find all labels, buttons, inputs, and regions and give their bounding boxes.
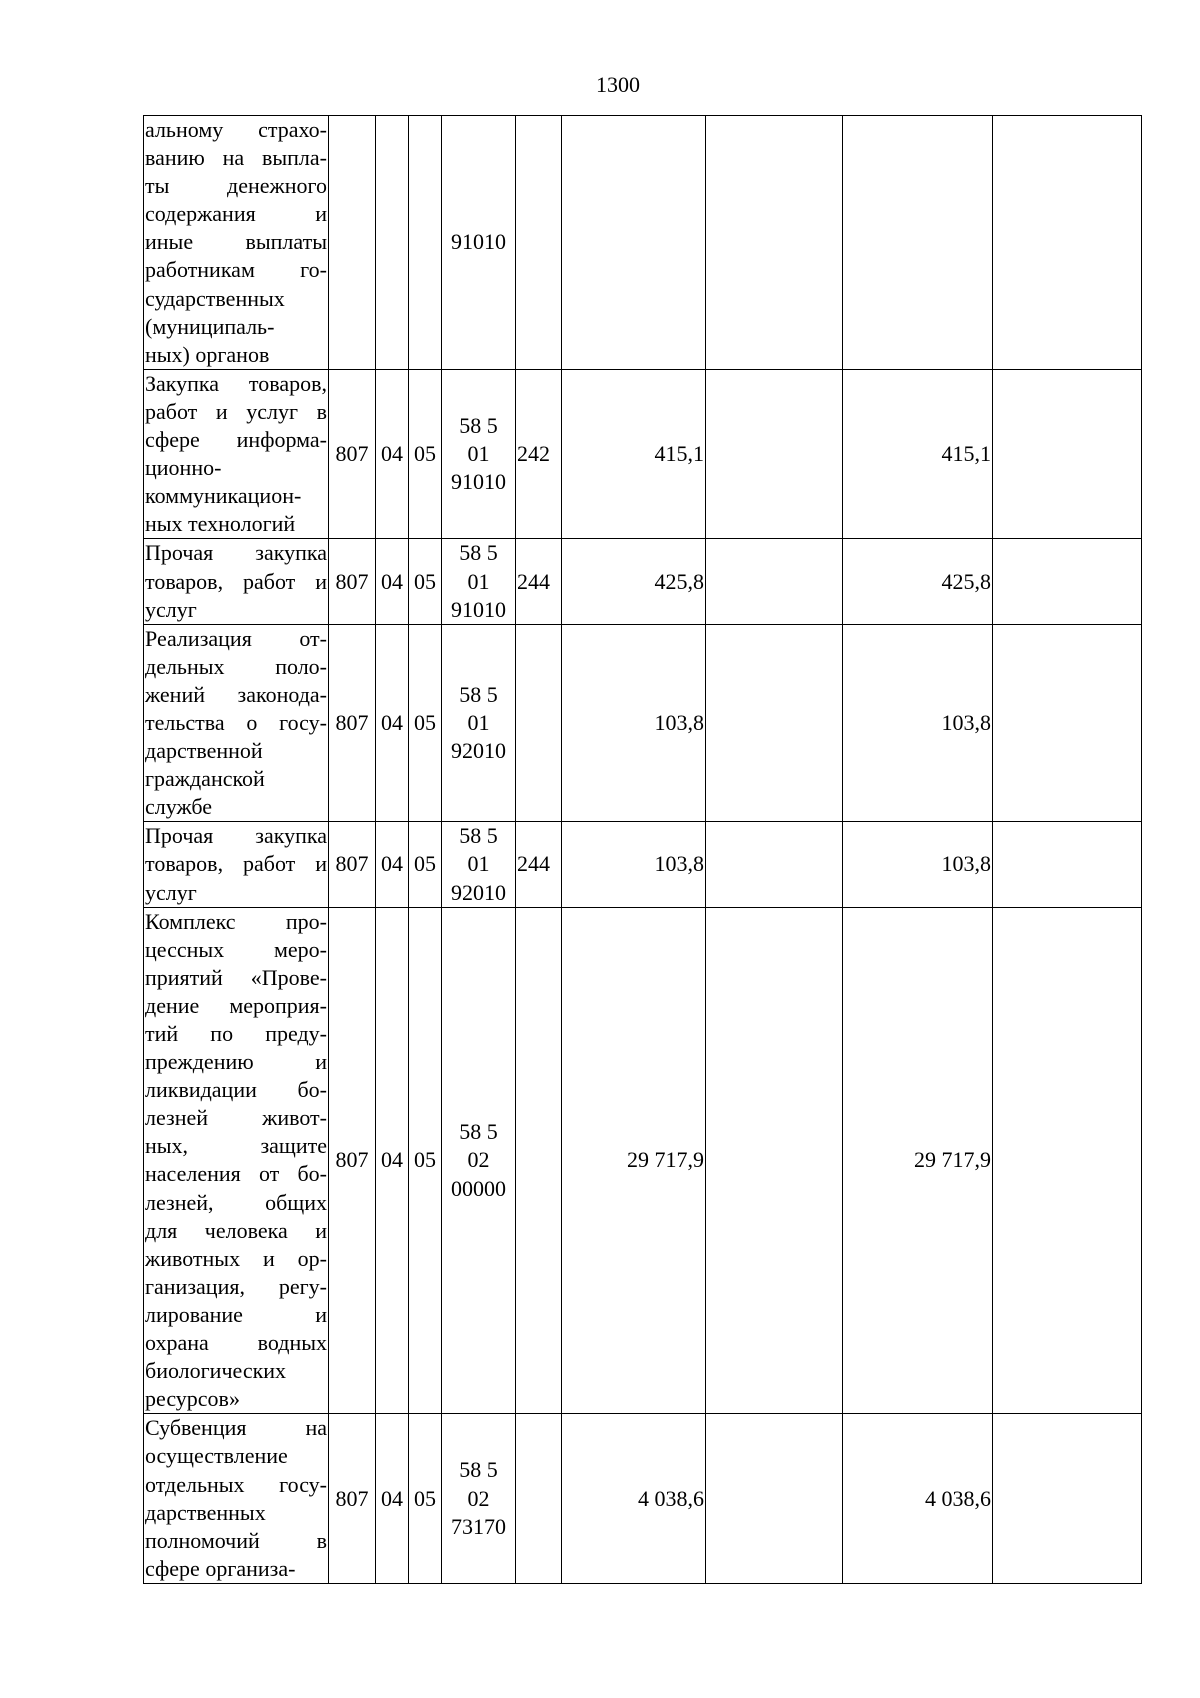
amount-year-2: 425,8: [843, 539, 993, 624]
table-row: [144, 822, 1142, 907]
ministry-code: 807: [329, 624, 376, 822]
description-line: ты денежного: [145, 173, 327, 199]
description-line: ционно-: [145, 455, 222, 481]
subsection-code: 05: [409, 624, 442, 822]
description-line: службе: [145, 794, 213, 820]
description-line: жений законода-: [145, 681, 327, 707]
description-line: сударственных: [145, 285, 285, 311]
amount-year-2: 4 038,6: [843, 1414, 993, 1584]
description-line: отдельных госу-: [145, 1471, 327, 1497]
expense-type-code: [516, 1414, 562, 1584]
subsection-code: 05: [409, 822, 442, 907]
target-item-code: 58 5 01 91010: [442, 539, 516, 624]
section-code: 04: [376, 539, 409, 624]
description-line: иные выплаты: [145, 229, 327, 255]
description-line: лирование и: [145, 1301, 327, 1327]
section-code: 04: [376, 907, 409, 1414]
table-row: [144, 1414, 1142, 1584]
description-line: ванию на выпла-: [145, 145, 327, 171]
target-item-code: 58 5 02 00000: [442, 907, 516, 1414]
ministry-code: [329, 116, 376, 370]
description-line: гражданской: [145, 766, 265, 792]
target-item-code: 91010: [442, 116, 516, 370]
description-line: ганизация, регу-: [145, 1273, 327, 1299]
description-line: альному страхо-: [145, 117, 327, 142]
amount-year-2: 415,1: [843, 369, 993, 539]
ministry-code: 807: [329, 822, 376, 907]
description-line: товаров, работ и: [145, 851, 327, 877]
amount-year-2-federal: [993, 369, 1142, 539]
description-line: ных, защите: [145, 1133, 327, 1159]
subsection-code: 05: [409, 369, 442, 539]
table-row: [144, 907, 1142, 1414]
amount-year-1: 29 717,9: [562, 907, 706, 1414]
description-line: тельства о госу-: [145, 709, 327, 735]
description-line: Прочая закупка: [145, 540, 327, 566]
description-line: осуществление: [145, 1443, 288, 1469]
budget-table: [143, 115, 1142, 1584]
expense-type-code: [516, 907, 562, 1414]
description-line: содержания и: [145, 201, 327, 227]
expense-type-code: 244: [516, 539, 562, 624]
target-item-code: 58 5 02 73170: [442, 1414, 516, 1584]
row-description: [144, 369, 329, 539]
description-line: (муниципаль-: [145, 313, 275, 339]
description-line: цессных меро-: [145, 936, 327, 962]
expense-type-code: 242: [516, 369, 562, 539]
table-row: [144, 624, 1142, 822]
description-line: ликвидации бо-: [145, 1077, 327, 1103]
amount-year-1: 103,8: [562, 624, 706, 822]
section-code: 04: [376, 1414, 409, 1584]
page-number: 1300: [596, 72, 640, 97]
section-code: [376, 116, 409, 370]
description-line: Комплекс про-: [145, 908, 327, 934]
amount-year-2: [843, 116, 993, 370]
description-line: охрана водных: [145, 1330, 327, 1356]
amount-year-1-federal: [706, 822, 843, 907]
description-line: коммуникацион-: [145, 483, 302, 509]
amount-year-2-federal: [993, 624, 1142, 822]
ministry-code: 807: [329, 1414, 376, 1584]
table-row: [144, 539, 1142, 624]
amount-year-1-federal: [706, 907, 843, 1414]
description-line: биологических: [145, 1358, 287, 1384]
amount-year-1: [562, 116, 706, 370]
section-code: 04: [376, 624, 409, 822]
amount-year-2: 103,8: [843, 822, 993, 907]
description-line: дение мероприя-: [145, 992, 327, 1018]
row-description: [144, 1414, 329, 1584]
description-line: Реализация от-: [145, 625, 327, 651]
row-description: [144, 822, 329, 907]
description-line: работникам го-: [145, 257, 327, 283]
amount-year-1-federal: [706, 116, 843, 370]
description-line: лезней живот-: [145, 1105, 327, 1131]
description-line: Закупка товаров,: [145, 370, 327, 396]
amount-year-1-federal: [706, 539, 843, 624]
amount-year-1-federal: [706, 369, 843, 539]
amount-year-2-federal: [993, 822, 1142, 907]
description-line: для человека и: [145, 1217, 327, 1243]
amount-year-1: 415,1: [562, 369, 706, 539]
amount-year-1-federal: [706, 624, 843, 822]
description-line: Субвенция на: [145, 1415, 327, 1441]
subsection-code: [409, 116, 442, 370]
description-line: ных технологий: [145, 511, 296, 537]
ministry-code: 807: [329, 369, 376, 539]
description-line: Прочая закупка: [145, 823, 327, 849]
amount-year-1: 103,8: [562, 822, 706, 907]
description-line: лезней, общих: [145, 1189, 327, 1215]
section-code: 04: [376, 822, 409, 907]
description-line: дарственной: [145, 738, 263, 764]
expense-type-code: [516, 116, 562, 370]
description-line: услуг: [145, 596, 197, 622]
ministry-code: 807: [329, 539, 376, 624]
section-code: 04: [376, 369, 409, 539]
description-line: ных) органов: [145, 341, 270, 367]
description-line: дельных поло-: [145, 653, 327, 679]
description-line: тий по преду-: [145, 1021, 327, 1046]
table-row: [144, 369, 1142, 539]
target-item-code: 58 5 01 91010: [442, 369, 516, 539]
amount-year-1: 425,8: [562, 539, 706, 624]
row-description: [144, 907, 329, 1414]
description-line: услуг: [145, 879, 197, 905]
description-line: товаров, работ и: [145, 568, 327, 594]
subsection-code: 05: [409, 539, 442, 624]
description-line: полномочий в: [145, 1527, 327, 1553]
description-line: населения от бо-: [145, 1161, 327, 1187]
description-line: животных и ор-: [145, 1245, 327, 1271]
amount-year-1: 4 038,6: [562, 1414, 706, 1584]
amount-year-2: 103,8: [843, 624, 993, 822]
description-line: сфере информа-: [145, 427, 327, 453]
description-line: дарственных: [145, 1499, 266, 1525]
expense-type-code: 244: [516, 822, 562, 907]
amount-year-2-federal: [993, 539, 1142, 624]
row-description: [144, 116, 329, 370]
amount-year-2-federal: [993, 907, 1142, 1414]
subsection-code: 05: [409, 907, 442, 1414]
amount-year-2-federal: [993, 1414, 1142, 1584]
table-row: [144, 116, 1142, 370]
row-description: [144, 539, 329, 624]
subsection-code: 05: [409, 1414, 442, 1584]
row-description: [144, 624, 329, 822]
expense-type-code: [516, 624, 562, 822]
description-line: сфере организа-: [145, 1555, 296, 1581]
amount-year-1-federal: [706, 1414, 843, 1584]
ministry-code: 807: [329, 907, 376, 1414]
description-line: преждению и: [145, 1049, 327, 1075]
description-line: приятий «Прове-: [145, 964, 327, 990]
target-item-code: 58 5 01 92010: [442, 624, 516, 822]
amount-year-2-federal: [993, 116, 1142, 370]
description-line: ресурсов»: [145, 1386, 240, 1412]
target-item-code: 58 5 01 92010: [442, 822, 516, 907]
description-line: работ и услуг в: [145, 398, 327, 424]
table-body: [144, 116, 1142, 1584]
amount-year-2: 29 717,9: [843, 907, 993, 1414]
